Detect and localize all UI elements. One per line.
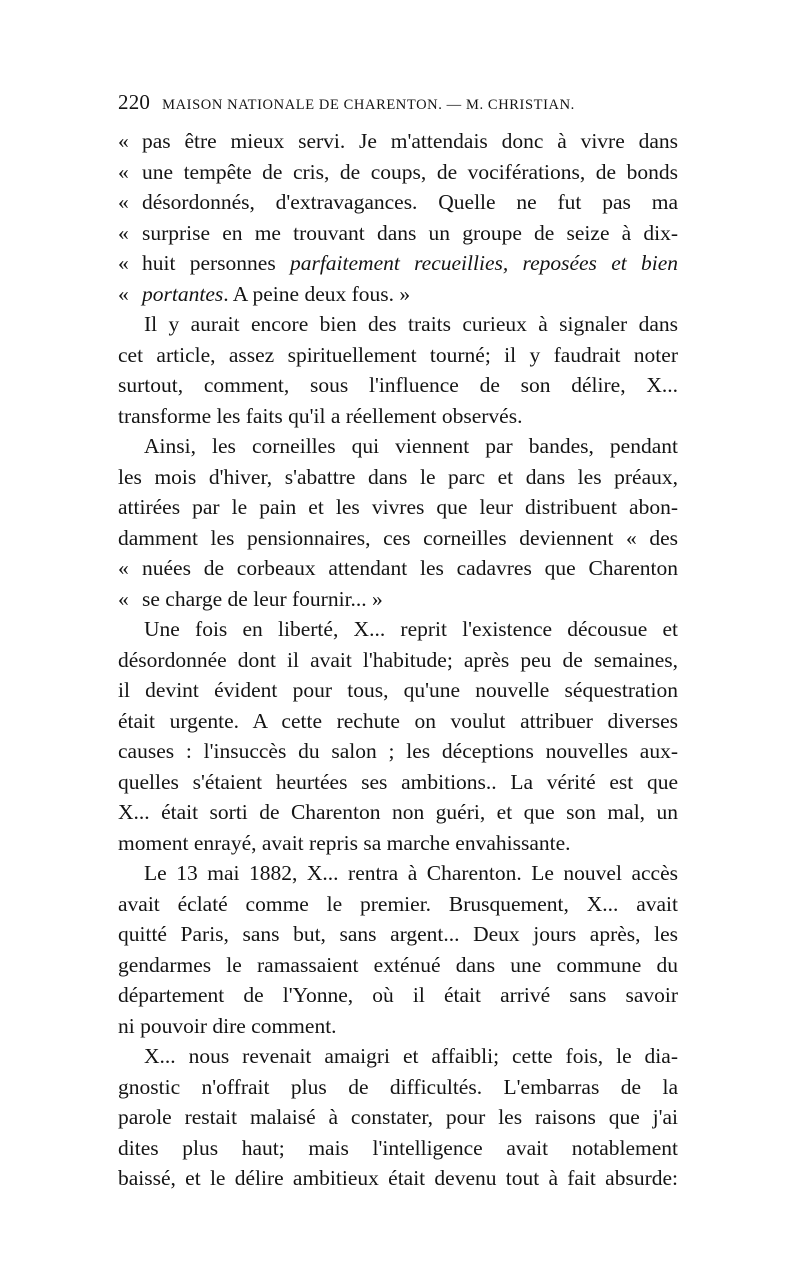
text-line (118, 218, 678, 249)
italic-text: parfaitement recueillies, reposées et bien (289, 251, 678, 275)
line-text: surtout, comment, sous l'influence de son délire, X... (118, 373, 678, 397)
line-text: attirées par le pain et les vivres que leur distribuent abon- (118, 495, 678, 519)
text-line (118, 309, 678, 340)
text-line (118, 980, 678, 1011)
text-line (118, 340, 678, 371)
text-line (118, 553, 678, 584)
text-line (118, 675, 678, 706)
line-text: nuées de corbeaux attendant les cadavres que Charenton (142, 556, 678, 580)
line-text: Le 13 mai 1882, X... rentra à Charenton. Le nouvel accès (144, 861, 678, 885)
line-text: gendarmes le ramassaient exténué dans une commune du (118, 952, 678, 977)
quote-mark: « (118, 220, 129, 245)
line-text: cet article, assez spirituellement tourné; il y faudrait noter (118, 342, 678, 367)
line-text: X... était sorti de Charenton non guéri, et que son mal, un (118, 800, 678, 824)
text-line (118, 1072, 678, 1103)
line-text: département de l'Yonne, où il était arrivé sans savoir (118, 983, 678, 1007)
body-text (118, 126, 678, 1194)
text-line (118, 126, 678, 157)
text-line (118, 279, 678, 310)
text-line (118, 645, 678, 676)
quote-mark: « (118, 251, 129, 275)
quote-mark: « (118, 586, 129, 611)
line-text: Ainsi, les corneilles qui viennent par bandes, pendant (144, 434, 678, 458)
line-text: . A peine deux fous. » (223, 281, 411, 306)
line-text: Il y aurait encore bien des traits curieux à signaler dans (144, 312, 678, 336)
quote-mark: « (118, 159, 129, 184)
line-text: les mois d'hiver, s'abattre dans le parc et dans les préaux, (118, 464, 678, 489)
line-text: était urgente. A cette rechute on voulut attribuer diverses (118, 708, 678, 733)
quote-mark: « (118, 556, 129, 580)
text-line (118, 187, 678, 218)
line-text: huit personnes (142, 251, 290, 275)
text-line (118, 1102, 678, 1133)
text-line (118, 584, 678, 615)
italic-text: portantes (142, 281, 224, 306)
text-line (118, 706, 678, 737)
quote-mark: « (118, 190, 129, 214)
text-line (118, 370, 678, 401)
text-line (118, 919, 678, 950)
line-text: Une fois en liberté, X... reprit l'existence décousue et (144, 617, 678, 641)
text-line (118, 401, 678, 432)
quote-mark: « (118, 129, 129, 153)
line-text: damment les pensionnaires, ces corneilles deviennent « des (118, 525, 678, 550)
text-line (118, 1133, 678, 1164)
text-line (118, 1011, 678, 1042)
line-text: quitté Paris, sans but, sans argent... Deux jours après, les (118, 922, 678, 946)
text-line (118, 767, 678, 798)
line-text: ni pouvoir dire comment. (118, 1013, 337, 1038)
line-text: causes : l'insuccès du salon ; les déceptions nouvelles aux- (118, 739, 678, 763)
text-line (118, 828, 678, 859)
line-text: désordonnés, d'extravagances. Quelle ne fut pas ma (142, 190, 678, 214)
text-line (118, 492, 678, 523)
line-text: baissé, et le délire ambitieux était devenu tout à fait absurde: (118, 1166, 678, 1190)
text-line (118, 431, 678, 462)
line-text: X... nous revenait amaigri et affaibli; cette fois, le dia- (144, 1044, 678, 1068)
line-text: dites plus haut; mais l'intelligence avait notablement (118, 1135, 678, 1160)
line-text: surprise en me trouvant dans un groupe de seize à dix- (142, 220, 678, 245)
text-line (118, 462, 678, 493)
line-text: une tempête de cris, de coups, de vociférations, de bonds (142, 159, 678, 184)
page-header (118, 90, 678, 120)
running-title: MAISON NATIONALE DE CHARENTON. — M. CHRISTIAN. (162, 97, 575, 113)
line-text: désordonnée dont il avait l'habitude; après peu de semaines, (118, 647, 678, 672)
text-line (118, 1163, 678, 1194)
text-line (118, 157, 678, 188)
text-line (118, 889, 678, 920)
text-line (118, 614, 678, 645)
text-line (118, 858, 678, 889)
text-line (118, 1041, 678, 1072)
quote-mark: « (118, 281, 129, 306)
line-text: se charge de leur fournir... » (142, 586, 383, 611)
book-page (118, 90, 678, 1194)
text-line (118, 523, 678, 554)
line-text: avait éclaté comme le premier. Brusquement, X... avait (118, 891, 678, 916)
line-text: pas être mieux servi. Je m'attendais donc à vivre dans (142, 129, 678, 153)
line-text: gnostic n'offrait plus de difficultés. L'embarras de la (118, 1074, 678, 1099)
line-text: il devint évident pour tous, qu'une nouvelle séquestration (118, 678, 678, 702)
page-number: 220 (118, 90, 151, 114)
line-text: parole restait malaisé à constater, pour les raisons que j'ai (118, 1105, 678, 1129)
text-line (118, 797, 678, 828)
text-line (118, 248, 678, 279)
line-text: transforme les faits qu'il a réellement observés. (118, 403, 523, 428)
line-text: quelles s'étaient heurtées ses ambitions.. La vérité est que (118, 769, 678, 794)
text-line (118, 736, 678, 767)
text-line (118, 950, 678, 981)
line-text: moment enrayé, avait repris sa marche envahissante. (118, 830, 571, 855)
